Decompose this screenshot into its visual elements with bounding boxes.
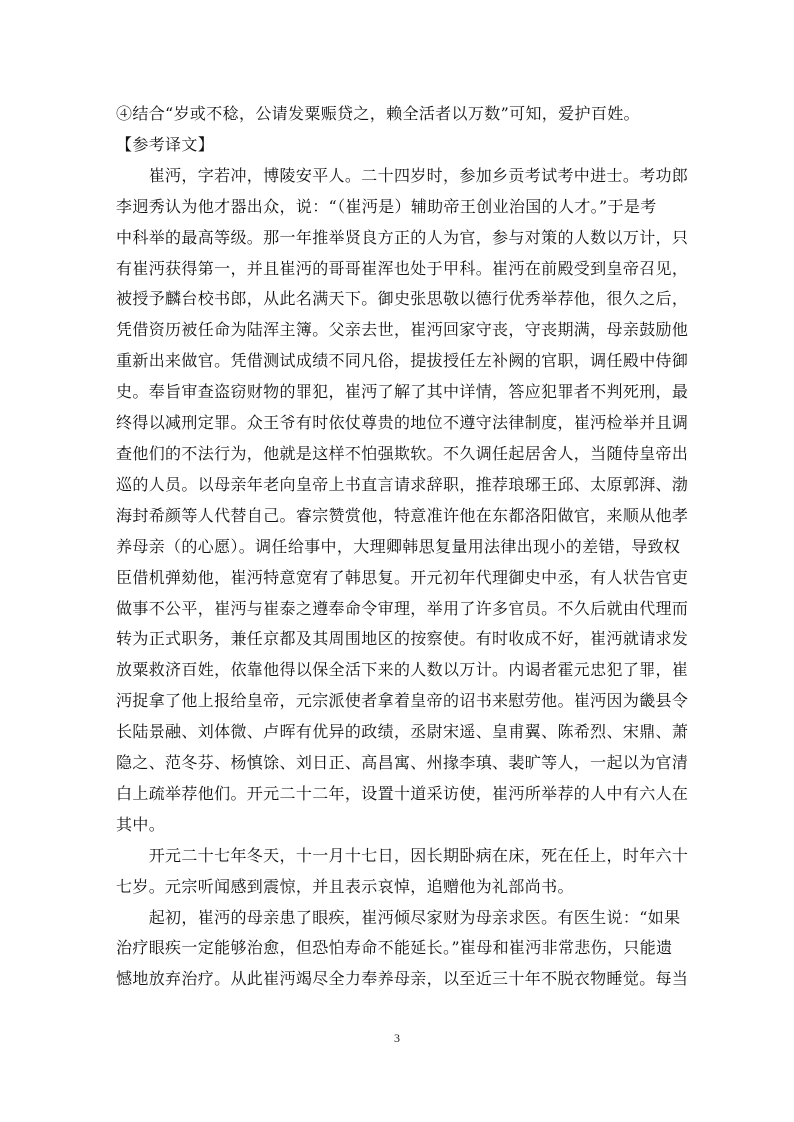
answer-line: ④结合“岁或不稔，公请发粟赈贷之，赖全活者以万数”可知，爱护百姓。 — [116, 104, 640, 123]
text-line: 凭借资历被任命为陆浑主簿。父亲去世，崔沔回家守丧，守丧期满，母亲鼓励他 — [116, 320, 689, 340]
text-line: 重新出来做官。凭借测试成绩不同凡俗，提拔授任左补阙的官职，调任殿中侍御 — [116, 351, 689, 371]
page-content — [116, 99, 689, 995]
translation-paragraph-3 — [116, 903, 689, 996]
text-line: 李迥秀认为他才器出众，说：“（崔沔是）辅助帝王创业治国的人才。”于是考 — [116, 196, 657, 216]
section-heading — [116, 130, 678, 161]
text-line: 起初，崔沔的母亲患了眼疾，崔沔倾尽家财为母亲求医。有医生说：“如果 — [116, 907, 681, 927]
text-line: 巡的人员。以母亲年老向皇帝上书直言请求辞职，推荐琅琊王邱、太原郭湃、渤 — [116, 474, 689, 494]
text-line: 中科举的最高等级。那一年推举贤良方正的人为官，参与对策的人数以万计，只 — [116, 227, 689, 247]
text-line: 有崔沔获得第一，并且崔沔的哥哥崔浑也处于甲科。崔沔在前殿受到皇帝召见， — [116, 258, 689, 278]
text-line: 憾地放弃治疗。从此崔沔竭尽全力奉养母亲，以至近三十年不脱衣物睡觉。每当 — [116, 969, 689, 989]
text-line: 终得以减刑定罪。众王爷有时依仗尊贵的地位不遵守法律制度，崔沔检举并且调 — [116, 413, 689, 433]
text-line: 养母亲（的心愿）。调任给事中，大理卿韩思复量用法律出现小的差错，导致权 — [116, 536, 681, 556]
text-line: 放粟救济百姓，依靠他得以保全活下来的人数以万计。内谒者霍元忠犯了罪，崔 — [116, 660, 689, 680]
text-line: 长陆景融、刘体微、卢晖有优异的政绩，丞尉宋遥、皇甫翼、陈希烈、宋鼎、萧 — [116, 722, 689, 742]
page-number: 3 — [394, 1031, 400, 1045]
text-line: 白上疏举荐他们。开元二十二年，设置十道采访使，崔沔所举荐的人中有六人在 — [116, 783, 689, 803]
answer-note — [116, 99, 678, 130]
text-line: 查他们的不法行为，他就是这样不怕强欺软。不久调任起居舍人，当随侍皇帝出 — [116, 443, 689, 463]
text-line: 被授予麟台校书郎，从此名满天下。御史张思敬以德行优秀举荐他，很久之后， — [116, 289, 689, 309]
translation-paragraph-2 — [116, 841, 689, 903]
text-line: 做事不公平，崔沔与崔泰之遵奉命令审理，举用了许多官员。不久后就由代理而 — [116, 598, 689, 618]
text-line: 沔捉拿了他上报给皇帝，元宗派使者拿着皇帝的诏书来慰劳他。崔沔因为畿县令 — [116, 691, 689, 711]
text-line: 海封希颜等人代替自己。睿宗赞赏他，特意准许他在东都洛阳做官，来顺从他孝 — [116, 505, 689, 525]
reference-translation-heading: 【参考译文】 — [116, 134, 215, 154]
text-line: 开元二十七年冬天，十一月十七日，因长期卧病在床，死在任上，时年六十 — [116, 845, 689, 865]
translation-paragraph-1 — [116, 161, 689, 841]
text-line: 隐之、范冬芬、杨慎馀、刘日正、高昌寓、州掾李瑱、裴旷等人，一起以为官清 — [116, 753, 689, 773]
text-line: 转为正式职务，兼任京都及其周围地区的按察使。有时收成不好，崔沔就请求发 — [116, 629, 689, 649]
text-line: 史。奉旨审查盗窃财物的罪犯，崔沔了解了其中详情，答应犯罪者不判死刑，最 — [116, 382, 689, 402]
text-line: 臣借机弹劾他，崔沔特意宽宥了韩思复。开元初年代理御史中丞，有人状告官吏 — [116, 567, 689, 587]
text-line: 其中。 — [116, 814, 166, 834]
text-line: 治疗眼疾一定能够治愈，但恐怕寿命不能延长。”崔母和崔沔非常悲伤，只能遗 — [116, 938, 673, 958]
text-line: 七岁。元宗听闻感到震惊，并且表示哀悼，追赠他为礼部尚书。 — [116, 876, 574, 896]
text-line: 崔沔，字若冲，博陵安平人。二十四岁时，参加乡贡考试考中进士。考功郎 — [116, 165, 689, 185]
